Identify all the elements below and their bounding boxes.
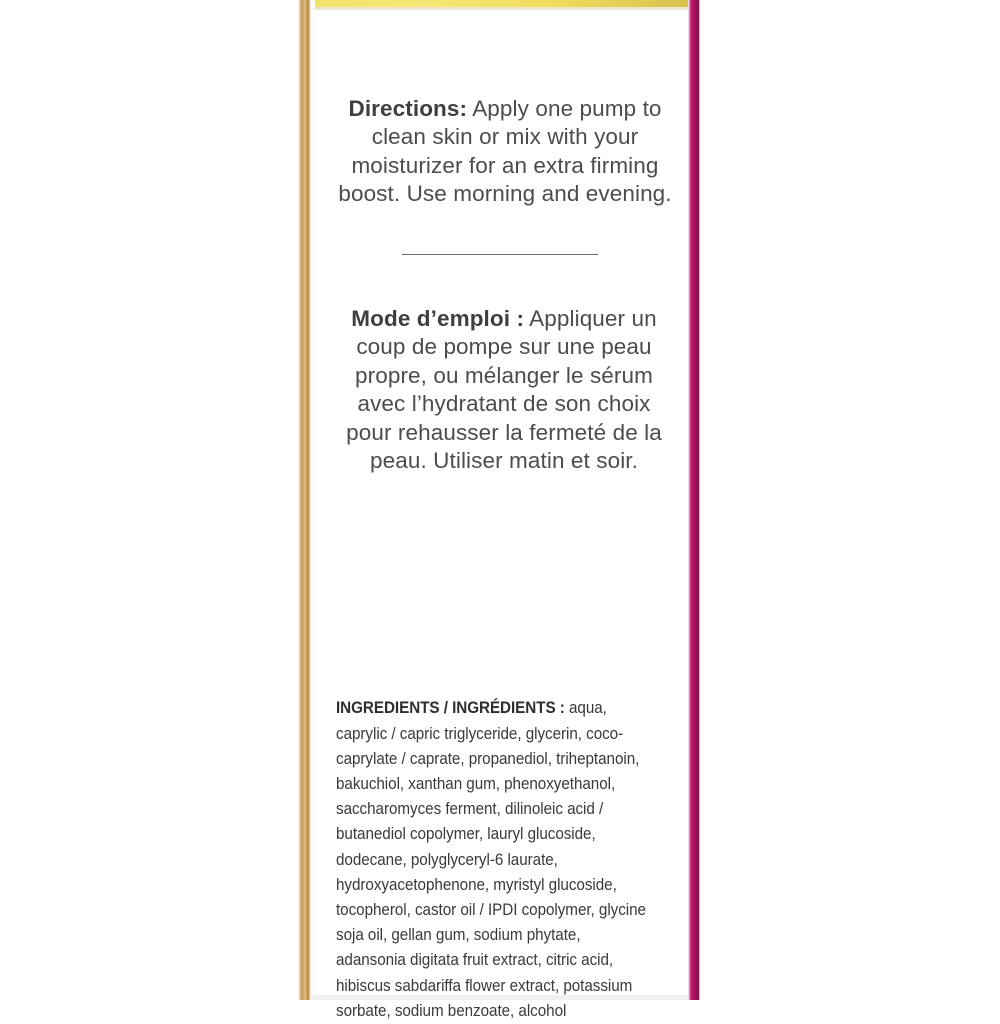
mode-demploi-label: Mode d’emploi : xyxy=(351,305,525,331)
left-gold-edge xyxy=(298,0,311,1000)
ingredients-text: aqua, caprylic / capric triglyceride, glycerin, coco-caprylate / caprate, propanediol, triheptanoin, bakuchiol, xanthan gum, phenoxyethanol, saccharomyces ferment, dilinoleic acid / butanediol copolymer, lauryl glucoside, dodecane, polyglyceryl-6 laurate, hydroxyacetophenone, myristyl glucoside, tocopherol, castor oil / IPDI copolymer, glycine soja oil, gellan gum, sodium phytate, adansonia digitata fruit extract, citric acid, hibiscus sabdariffa flower extract, potassium sorbate, sodium benzoate, alcohol xyxy=(336,699,646,1020)
right-magenta-edge xyxy=(688,0,700,1000)
ingredients-paragraph xyxy=(336,696,652,1024)
directions-paragraph xyxy=(338,95,672,209)
product-carton-panel xyxy=(298,0,700,1020)
left-edge-inner-fold xyxy=(311,0,315,1000)
section-divider xyxy=(402,254,598,255)
ingredients-label: INGREDIENTS / INGRÉDIENTS : xyxy=(336,699,565,718)
directions-text: Apply one pump to clean skin or mix with your moisturizer for an extra firming boost. Use morning and evening. xyxy=(338,95,672,206)
mode-demploi-text: Appliquer un coup de pompe sur une peau propre, ou mélanger le sérum avec l’hydratant de son choix pour rehausser la fermeté de la peau. Utiliser matin et soir. xyxy=(346,305,662,473)
directions-label: Directions: xyxy=(348,95,468,121)
mode-demploi-paragraph xyxy=(332,305,676,476)
panel-content xyxy=(320,0,680,1020)
